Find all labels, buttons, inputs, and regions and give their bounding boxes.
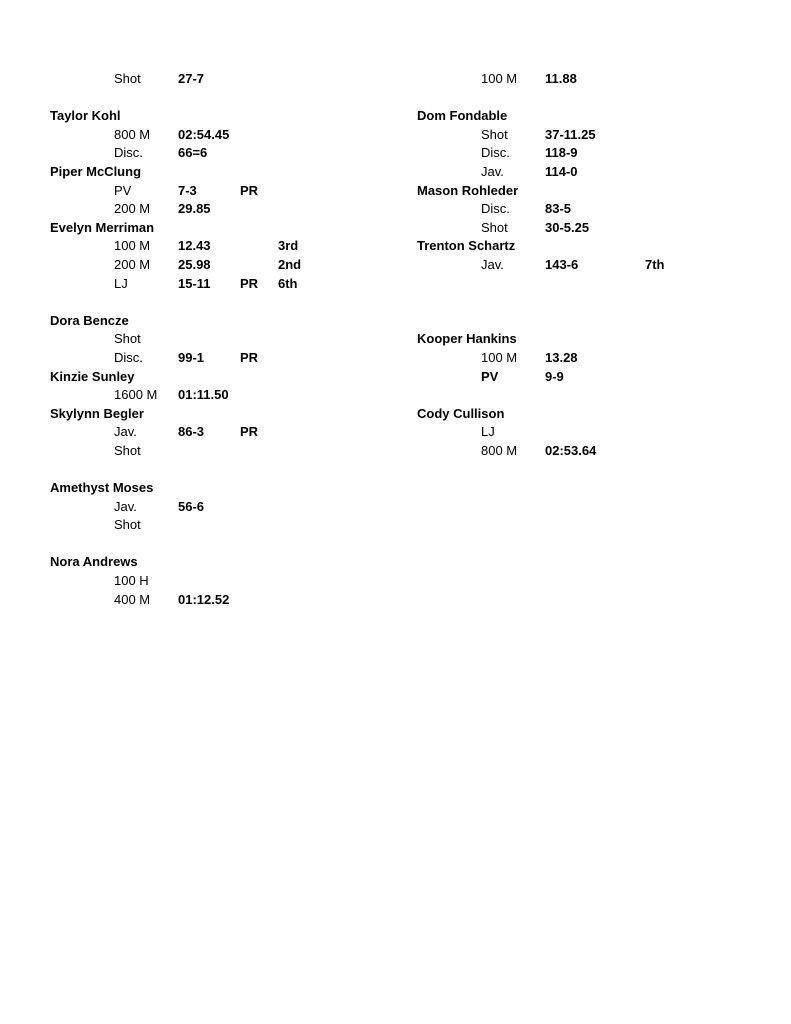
- result-mark: 66=6: [178, 145, 208, 161]
- athlete-row: [417, 330, 757, 349]
- result-mark: 114-0: [545, 163, 578, 179]
- result-row: [417, 126, 757, 145]
- result-row: [417, 200, 757, 219]
- result-mark: 29.85: [178, 201, 211, 217]
- result-mark: 25.98: [178, 256, 211, 272]
- result-note: PR: [240, 182, 259, 198]
- event-label: Disc.: [481, 201, 510, 217]
- result-note: PR: [240, 424, 259, 440]
- event-label: Jav.: [114, 424, 137, 440]
- result-row: [50, 275, 390, 294]
- result-mark: 02:53.64: [545, 442, 597, 458]
- blank-row: [417, 312, 757, 331]
- result-row: [50, 516, 390, 535]
- result-row: [417, 70, 757, 89]
- result-mark: 143-6: [545, 256, 579, 272]
- result-row: [50, 144, 390, 163]
- event-label: Disc.: [114, 145, 143, 161]
- event-label: Jav.: [481, 256, 504, 272]
- athlete-row: [50, 479, 390, 498]
- athlete-name: Mason Rohleder: [417, 182, 519, 198]
- result-row: [417, 349, 757, 368]
- results-column-left: [50, 70, 390, 609]
- result-row: [50, 70, 390, 89]
- event-label: Jav.: [114, 498, 137, 514]
- result-row: [50, 442, 390, 461]
- result-mark: 12.43: [178, 238, 211, 254]
- result-mark: 15-11: [178, 275, 211, 291]
- athlete-row: [50, 553, 390, 572]
- event-label: Shot: [114, 517, 141, 533]
- event-label: 100 M: [481, 349, 518, 365]
- blank-row: [417, 89, 757, 108]
- event-label: 800 M: [481, 442, 518, 458]
- event-label: Shot: [481, 126, 508, 142]
- result-mark: 11.88: [545, 71, 577, 86]
- result-row: [50, 182, 390, 201]
- athlete-name: Dora Bencze: [50, 312, 129, 328]
- result-mark: 27-7: [178, 71, 205, 86]
- results-column-right: [417, 70, 757, 460]
- result-mark: 86-3: [178, 424, 205, 440]
- event-label: LJ: [481, 424, 495, 440]
- athlete-row: [417, 107, 757, 126]
- event-label: Shot: [114, 71, 141, 86]
- result-mark: 118-9: [545, 145, 578, 161]
- athlete-name: Kooper Hankins: [417, 331, 517, 347]
- result-place: 7th: [645, 256, 665, 272]
- event-label: 200 M: [114, 256, 151, 272]
- result-row: [50, 386, 390, 405]
- athlete-name: Amethyst Moses: [50, 480, 154, 496]
- result-place: 2nd: [278, 256, 302, 272]
- athlete-name: Evelyn Merriman: [50, 219, 155, 235]
- athlete-row: [417, 182, 757, 201]
- result-mark: 37-11.25: [545, 126, 596, 142]
- athlete-name: Trenton Schartz: [417, 238, 516, 254]
- blank-row: [417, 275, 757, 294]
- event-label: 100 H: [114, 573, 149, 589]
- event-label: 400 M: [114, 591, 151, 607]
- blank-row: [50, 89, 390, 108]
- result-mark: 56-6: [178, 498, 205, 514]
- event-label: Shot: [114, 331, 141, 347]
- event-label: 100 M: [114, 238, 151, 254]
- event-label: Disc.: [481, 145, 510, 161]
- event-label: LJ: [114, 275, 128, 291]
- result-row: [417, 442, 757, 461]
- athlete-name: Dom Fondable: [417, 108, 508, 124]
- result-mark: 02:54.45: [178, 126, 230, 142]
- event-label: 1600 M: [114, 387, 158, 403]
- result-row: [50, 256, 390, 275]
- result-row: [417, 219, 757, 238]
- result-mark: 30-5.25: [545, 219, 590, 235]
- event-label: Disc.: [114, 349, 143, 365]
- athlete-row: [50, 219, 390, 238]
- athlete-name: Skylynn Begler: [50, 405, 144, 421]
- result-row: [417, 368, 757, 387]
- result-mark: 7-3: [178, 182, 197, 198]
- result-row: [50, 349, 390, 368]
- athlete-name: Cody Cullison: [417, 405, 505, 421]
- result-place: 6th: [278, 275, 298, 291]
- result-row: [50, 591, 390, 610]
- event-label: PV: [481, 368, 499, 384]
- result-row: [50, 423, 390, 442]
- result-mark: 01:12.52: [178, 591, 230, 607]
- athlete-name: Taylor Kohl: [50, 108, 121, 124]
- result-mark: 99-1: [178, 349, 205, 365]
- athlete-name: Nora Andrews: [50, 554, 138, 570]
- athlete-row: [50, 107, 390, 126]
- blank-row: [50, 460, 390, 479]
- event-label: PV: [114, 182, 132, 198]
- blank-row: [417, 293, 757, 312]
- result-mark: 13.28: [545, 349, 578, 365]
- result-note: PR: [240, 275, 259, 291]
- athlete-row: [417, 237, 757, 256]
- blank-row: [417, 386, 757, 405]
- result-row: [50, 200, 390, 219]
- athlete-row: [50, 312, 390, 331]
- result-row: [417, 163, 757, 182]
- result-row: [50, 572, 390, 591]
- result-place: 3rd: [278, 238, 299, 254]
- event-label: 200 M: [114, 201, 151, 217]
- blank-row: [50, 535, 390, 554]
- athlete-row: [50, 405, 390, 424]
- result-row: [50, 126, 390, 145]
- event-label: 100 M: [481, 71, 518, 86]
- event-label: 800 M: [114, 126, 151, 142]
- event-label: Shot: [114, 442, 141, 458]
- event-label: Shot: [481, 219, 508, 235]
- athlete-name: Piper McClung: [50, 163, 142, 179]
- result-row: [50, 498, 390, 517]
- result-row: [417, 144, 757, 163]
- result-row: [417, 423, 757, 442]
- blank-row: [50, 293, 390, 312]
- athlete-row: [50, 163, 390, 182]
- athlete-row: [50, 368, 390, 387]
- result-mark: 9-9: [545, 368, 564, 384]
- result-row: [417, 256, 757, 275]
- event-label: Jav.: [481, 163, 504, 179]
- athlete-row: [417, 405, 757, 424]
- result-mark: 01:11.50: [178, 387, 229, 403]
- athlete-name: Kinzie Sunley: [50, 368, 135, 384]
- result-row: [50, 237, 390, 256]
- result-mark: 83-5: [545, 201, 572, 217]
- result-row: [50, 330, 390, 349]
- result-note: PR: [240, 349, 259, 365]
